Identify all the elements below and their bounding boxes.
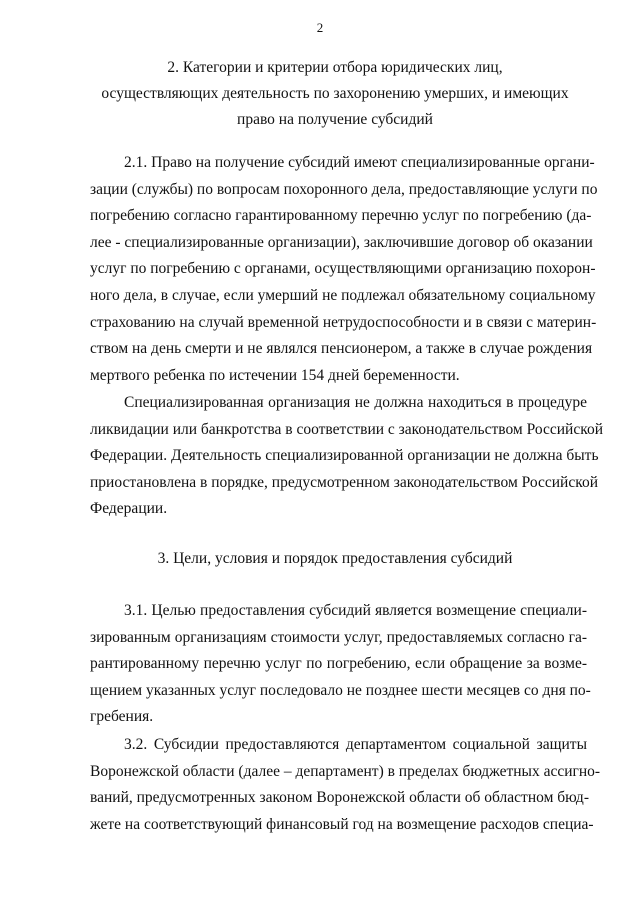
paragraph-3-2 — [90, 732, 601, 838]
paragraph-line: ваний, предусмотренных законом Воронежской области об областном бюд- — [90, 789, 589, 807]
paragraph-line: Федерации. Деятельность специализированной организации не должна быть — [90, 447, 599, 465]
section-3-heading — [100, 546, 570, 572]
paragraph-line: Воронежской области (далее – департамент) в пределах бюджетных ассигно- — [90, 762, 601, 780]
paragraph-line: ного дела, в случае, если умерший не подлежал обязательному социальному — [90, 286, 596, 304]
paragraph-line: рантированному перечню услуг по погребению, если обращение за возме- — [90, 655, 587, 673]
paragraph-3-1 — [90, 598, 591, 731]
paragraph-2-2 — [90, 390, 603, 523]
section-2-heading-line: право на получение субсидий — [237, 111, 433, 128]
paragraph-line: щением указанных услуг последовало не позднее шести месяцев со дня по- — [90, 681, 591, 699]
section-2-heading-line: осуществляющих деятельность по захоронению умерших, и имеющих — [101, 85, 569, 102]
paragraph-line: жете на соответствующий финансовый год на возмещение расходов специа- — [90, 815, 594, 833]
paragraph-line: услуг по погребению с органами, осуществляющими организацию похорон- — [90, 260, 596, 278]
paragraph-line: Федерации. — [90, 500, 168, 518]
section-3-heading-line: 3. Цели, условия и порядок предоставления субсидий — [157, 550, 513, 567]
paragraph-line: ством на день смерти и не являлся пенсионером, а также в случае рождения — [90, 340, 593, 358]
paragraph-line: приостановлена в порядке, предусмотренном законодательством Российской — [90, 473, 599, 491]
section-2-heading — [100, 55, 570, 133]
paragraph-line: зации (службы) по вопросам похоронного дела, предоставляющие услуги по — [90, 180, 598, 198]
section-2-heading-line: 2. Категории и критерии отбора юридических лиц, — [167, 59, 503, 76]
paragraph-line: страхованию на случай временной нетрудоспособности и в связи с материн- — [90, 313, 597, 331]
paragraph-line: Специализированная организация не должна находиться в процедуре — [124, 394, 587, 411]
paragraph-line: зированным организациям стоимости услуг, предоставляемых согласно га- — [90, 628, 587, 646]
paragraph-line: лее - специализированные организации), заключившие договор об оказании — [90, 233, 593, 251]
paragraph-line: гребения. — [90, 708, 154, 726]
paragraph-line: погребению согласно гарантированному перечню услуг по погребению (да- — [90, 207, 592, 225]
paragraph-line: 3.2. Субсидии предоставляются департаментом социальной защиты — [124, 736, 587, 753]
paragraph-line: 3.1. Целью предоставления субсидий является возмещение специали- — [124, 602, 587, 619]
paragraph-2-1 — [90, 150, 598, 389]
page-number: 2 — [316, 20, 324, 35]
paragraph-line: 2.1. Право на получение субсидий имеют специализированные органи- — [124, 154, 595, 171]
paragraph-line: ликвидации или банкротства в соответствии с законодательством Российской — [90, 420, 603, 438]
paragraph-line: мертвого ребенка по истечении 154 дней беременности. — [90, 366, 460, 384]
